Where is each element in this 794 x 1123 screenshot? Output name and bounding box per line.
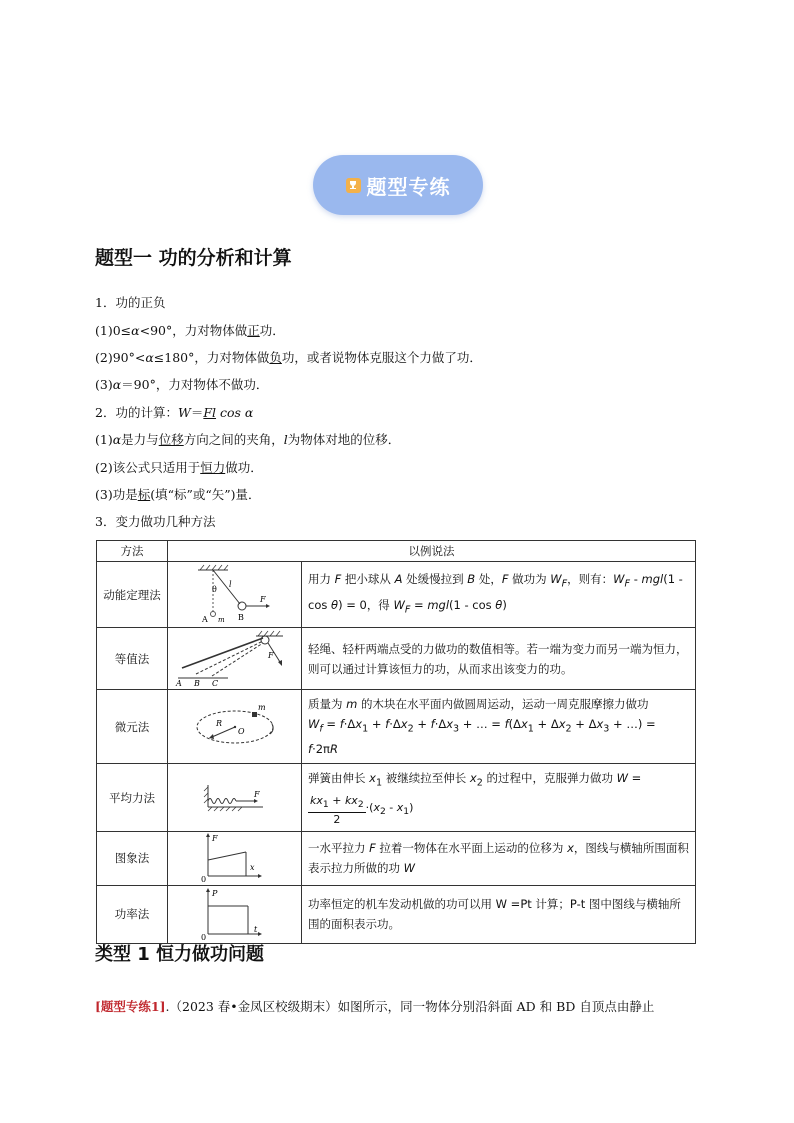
section-heading: 题型一 功的分析和计算 bbox=[95, 247, 292, 269]
header-method: 方法 bbox=[97, 541, 168, 562]
line-7: (2)该公式只适用于恒力做功． bbox=[95, 460, 263, 475]
svg-text:F: F bbox=[254, 790, 260, 800]
pendulum-diagram bbox=[168, 562, 302, 628]
header-example: 以例说法 bbox=[168, 541, 696, 562]
table-row bbox=[97, 831, 696, 885]
svg-text:C: C bbox=[212, 679, 219, 686]
svg-text:F: F bbox=[212, 833, 218, 843]
svg-text:0: 0 bbox=[201, 874, 207, 882]
method-cell: 动能定理法 bbox=[97, 562, 168, 628]
svg-text:m: m bbox=[218, 616, 225, 624]
table-header-row bbox=[97, 541, 696, 562]
svg-text:t: t bbox=[254, 924, 258, 934]
table-row bbox=[97, 885, 696, 943]
example-text: 功率恒定的机车发动机做的功可以用 W =Pt 计算；P-t 图中图线与横轴所围的面积表示功。 bbox=[302, 885, 696, 943]
example-text: 用力 F 把小球从 A 处缓慢拉到 B 处，F 做功为 $W_F$，则有：$W_F - mgl(1 - \cos \theta) = 0$，得 $W_F = mgl(1 - \cos \theta)$ bbox=[302, 562, 696, 628]
example-text: 弹簧由伸长 $x_1$ 被继续拉至伸长 $x_2$ 的过程中，克服弹力做功 W = $kx_1 + kx_2$ 2 $\cdot(x_2 - x_1)$ bbox=[302, 764, 696, 831]
banner-title: 题型专练 bbox=[366, 174, 451, 199]
svg-text:F: F bbox=[260, 595, 266, 604]
example-text: 质量为 m 的木块在水平面内做圆周运动，运动一周克服摩擦力做功 $W_f = f\cdot\Delta x_1 + f\cdot\Delta x_2 + f\cdot\Delta x_3$ + … = $f(\Delta x_1 + \Delta x_2 + \Delta x_3$ + …) = f·2πR bbox=[302, 690, 696, 764]
svg-text:B: B bbox=[238, 613, 244, 622]
exercise-tag: [题型专练1] bbox=[95, 999, 166, 1014]
spring-diagram bbox=[168, 764, 302, 831]
svg-text:0: 0 bbox=[201, 932, 207, 940]
section-banner bbox=[313, 155, 483, 215]
line-2: (1)0≤α<90°，力对物体做正功． bbox=[95, 323, 285, 338]
power-time-graph bbox=[168, 885, 302, 943]
svg-text:A: A bbox=[176, 679, 182, 686]
svg-text:l: l bbox=[229, 580, 232, 589]
svg-text:A: A bbox=[202, 615, 208, 624]
svg-text:θ: θ bbox=[212, 585, 217, 594]
svg-text:F: F bbox=[268, 651, 274, 660]
table-row bbox=[97, 562, 696, 628]
line-3: (2)90°<α≤180°，力对物体做负功，或者说物体克服这个力做了功． bbox=[95, 350, 482, 365]
exercise-text: .（2023 春•金凤区校级期末）如图所示，同一物体分别沿斜面 AD 和 BD 自顶点由静止 bbox=[165, 999, 655, 1014]
force-displacement-graph bbox=[168, 831, 302, 885]
svg-text:P: P bbox=[212, 888, 218, 898]
line-8: (3)功是标(填“标”或“矢”)量． bbox=[95, 487, 261, 502]
method-cell: 等值法 bbox=[97, 628, 168, 690]
svg-text:m: m bbox=[258, 703, 266, 713]
subsection-heading: 类型 1 恒力做功问题 bbox=[95, 944, 265, 965]
line-9: 3．变力做功几种方法 bbox=[95, 514, 216, 529]
table-row bbox=[97, 628, 696, 690]
method-cell: 图象法 bbox=[97, 831, 168, 885]
methods-table bbox=[96, 540, 696, 944]
line-4: (3)α＝90°，力对物体不做功． bbox=[95, 377, 269, 392]
svg-text:R: R bbox=[216, 719, 223, 729]
svg-text:B: B bbox=[194, 679, 200, 686]
method-cell: 微元法 bbox=[97, 690, 168, 764]
exercise-line bbox=[95, 997, 654, 1015]
example-text: 轻绳、轻杆两端点受的力做功的数值相等。若一端为变力而另一端为恒力，则可以通过计算该恒力的功，从而求出该变力的功。 bbox=[302, 628, 696, 690]
table-row bbox=[97, 690, 696, 764]
line-6: (1)α是力与位移方向之间的夹角，l为物体对地的位移． bbox=[95, 432, 401, 447]
svg-text:O: O bbox=[238, 727, 245, 737]
method-cell: 平均力法 bbox=[97, 764, 168, 831]
example-text: 一水平拉力 F 拉着一物体在水平面上运动的位移为 x，图线与横轴所围面积表示拉力所做的功 W bbox=[302, 831, 696, 885]
line-5: 2．功的计算：W＝Fl cos α bbox=[95, 405, 254, 420]
line-1: 1．功的正负 bbox=[95, 295, 166, 310]
method-cell: 功率法 bbox=[97, 885, 168, 943]
svg-text:x: x bbox=[250, 862, 255, 872]
trophy-icon bbox=[346, 178, 361, 193]
table-row bbox=[97, 764, 696, 831]
rope-diagram bbox=[168, 628, 302, 690]
circle-diagram bbox=[168, 690, 302, 764]
